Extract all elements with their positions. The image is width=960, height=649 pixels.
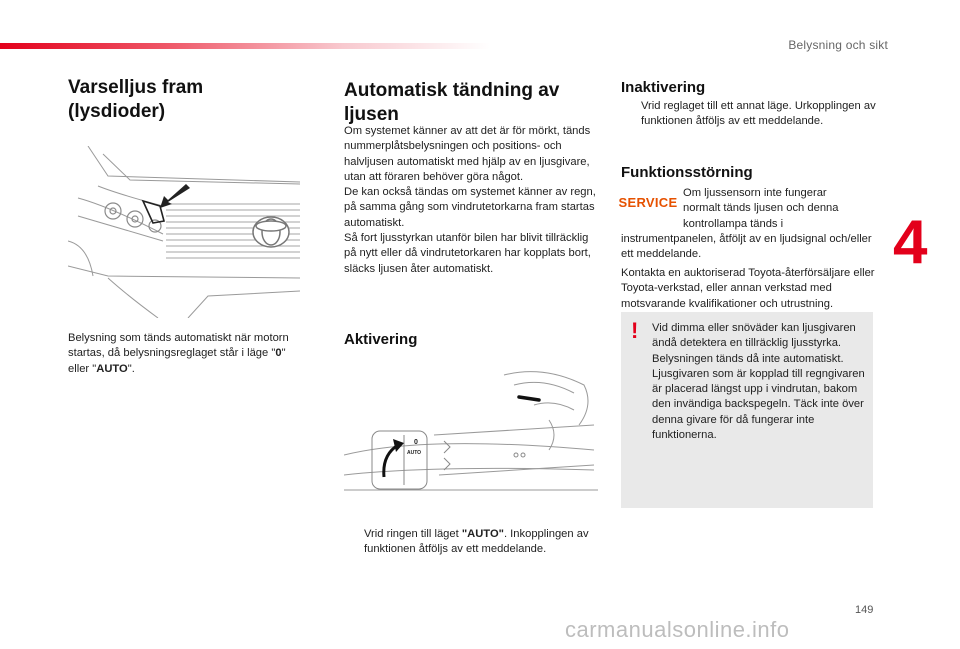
service-warning-icon: SERVICE (618, 194, 678, 210)
aktivering-text-c: . Inkopplingen av funktionen åtföljs av ett meddelande. (364, 528, 589, 556)
caption-position-auto: AUTO (96, 362, 128, 375)
aktivering-auto-label: "AUTO" (461, 528, 504, 540)
warning-text-para1: Vid dimma eller snöväder kan ljusgivaren ändå detektera en tillräcklig ljusstyrka. Belysningen tänds då inte automatiskt. (652, 322, 856, 365)
col1-title-line1: Varselljus fram (68, 77, 204, 98)
warning-box (621, 312, 873, 508)
inaktivering-title: Inaktivering (621, 79, 706, 96)
aktivering-text-a: Vrid ringen till läget (364, 528, 462, 540)
watermark: carmanualsonline.info (565, 617, 790, 642)
caption-text-a: Belysning som tänds automatiskt när motorn startas, då belysningsreglaget står i läge " (68, 332, 289, 360)
stalk-drawing (344, 365, 598, 500)
col2-body-para1: Om systemet känner av att det är för mörkt, tänds nummerplåtsbelysningen och positions- och halvljusen automatiskt med hjälp av en ljusgivare, utan att föraren behöver göra något. (344, 125, 591, 183)
col1-caption (68, 331, 308, 377)
inaktivering-bullet (621, 99, 881, 130)
chapter-number: 4 (893, 208, 928, 277)
col2-body (344, 124, 600, 277)
caption-position-zero: 0 (275, 347, 282, 360)
section-header: Belysning och sikt (788, 38, 888, 52)
col2-body-para3: Så fort ljusstyrkan utanför bilen har blivit tillräcklig på nytt eller då vindrutetorkaren har kopplats bort, släcks ljusen åter automatiskt. (344, 232, 591, 275)
lever-label-auto: AUTO (407, 450, 422, 456)
page-number: 149 (855, 604, 874, 616)
fel-text-contact: Kontakta en auktoriserad Toyota-återförsäljare eller Toyota-verkstad, eller annan verkstad med motsvarande kvalifikationer och utrustning. (621, 267, 875, 310)
lever-label-zero: 0 (414, 439, 418, 446)
warning-text (652, 321, 868, 443)
col1-title-line2: (lysdioder) (68, 101, 166, 122)
light-switch-illustration (344, 365, 598, 500)
warning-text-para2: Ljusgivaren som är kopplad till regngivaren är placerad längst upp i vindrutan, bakom den invändiga backspegeln. Täck inte över denna givare för då fungerar inte funktionerna. (652, 367, 865, 442)
car-front-drawing (68, 146, 300, 318)
fel-text-indented: Om ljussensorn inte fungerar normalt tänds ljusen och denna kontrollampa tänds i (683, 187, 839, 230)
inaktivering-text: Vrid reglaget till ett annat läge. Urkopplingen av funktionen åtföljs av ett meddelande. (641, 100, 876, 128)
col2-body-para2: De kan också tändas om systemet känner av regn, på samma gång som vindrutetorkarna fram startas automatiskt. (344, 186, 596, 229)
caption-text-c: " eller " (68, 347, 286, 375)
aktivering-title: Aktivering (344, 331, 418, 348)
exclamation-icon: ! (631, 318, 639, 343)
top-accent-bar (0, 43, 490, 49)
caption-text-e: ". (127, 362, 135, 375)
aktivering-bullet (344, 527, 616, 558)
fel-text-continued: instrumentpanelen, åtföljt av en ljudsignal och/eller ett meddelande. (621, 233, 872, 261)
headlight-illustration (68, 146, 300, 318)
col2-title: Automatisk tändning av ljusen (344, 80, 560, 125)
funktionsstorning-title: Funktionsstörning (621, 164, 753, 181)
